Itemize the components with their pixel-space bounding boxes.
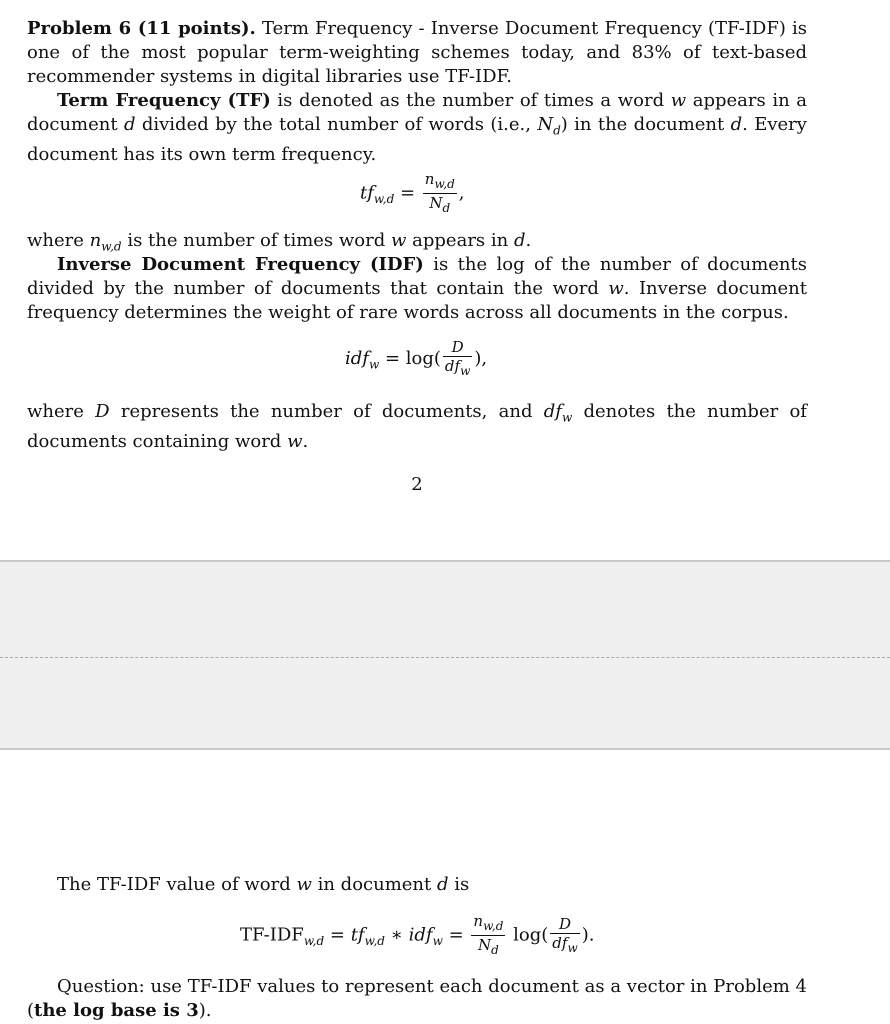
problem-intro xyxy=(27,17,807,89)
problem-intro-text: Term Frequency - Inverse Document Frequency (TF-IDF) is one of the most popular term-weighting schemes today, and 83% of text-based recommender systems in digital libraries use TF-IDF. xyxy=(27,18,807,87)
problem-title: Problem 6 (11 points). xyxy=(27,18,256,39)
tf-fraction: $\frac{n_{w,d}}{N_d}$ xyxy=(424,170,455,215)
log-base-note: the log base is 3 xyxy=(34,1000,199,1021)
page-number: 2 xyxy=(411,474,423,495)
tf-where: where $n_{w,d}$ is the number of times word w appears in d. xyxy=(27,230,532,254)
question: Question: use TF-IDF values to represent each document as a vector in Problem 4 (the log base is 3). xyxy=(27,976,807,1021)
tfidf-fraction-tf: $\frac{n_{w,d}}{N_d}$ xyxy=(473,912,504,957)
idf-where: where D represents the number of documents, and $df_w$ denotes the number of documents containing word w. xyxy=(27,401,807,452)
tfidf-fraction-idf: $\frac{D}{df_w}$ xyxy=(552,914,578,955)
page-break-divider xyxy=(0,657,890,658)
page-break xyxy=(0,560,890,750)
tf-paragraph: Term Frequency (TF) is denoted as the number of times a word w appears in a document d divided by the total number of words (i.e., $N_d$) in the document d. Every document has its own term frequency. xyxy=(27,90,807,165)
idf-paragraph: Inverse Document Frequency (IDF) is the log of the number of documents divided by the number of documents that contain the word w. Inverse document frequency determines the weight of rare words across all documents in the corpus. xyxy=(27,254,807,323)
tf-formula: $tf_{w,d}$ = $\frac{n_{w,d}}{N_d}$ , xyxy=(360,170,465,215)
tfidf-intro: The TF-IDF value of word w in document d is xyxy=(57,874,470,895)
idf-fraction: $\frac{D}{df_w}$ xyxy=(444,338,471,378)
tf-term: Term Frequency (TF) xyxy=(57,90,271,111)
page-two xyxy=(0,750,890,1024)
idf-formula: idf$_w$ = log( $\frac{D}{df_w}$ ), xyxy=(345,338,488,378)
idf-term: Inverse Document Frequency (IDF) xyxy=(57,254,424,275)
tfidf-formula: $TF-IDF_{w,d} = tf_{w,d}$ ∗ idf$_w$ = $\frac{n_{w,d}}{N_d}$ log( $\frac{D}{df_w}$ ). xyxy=(240,912,595,957)
